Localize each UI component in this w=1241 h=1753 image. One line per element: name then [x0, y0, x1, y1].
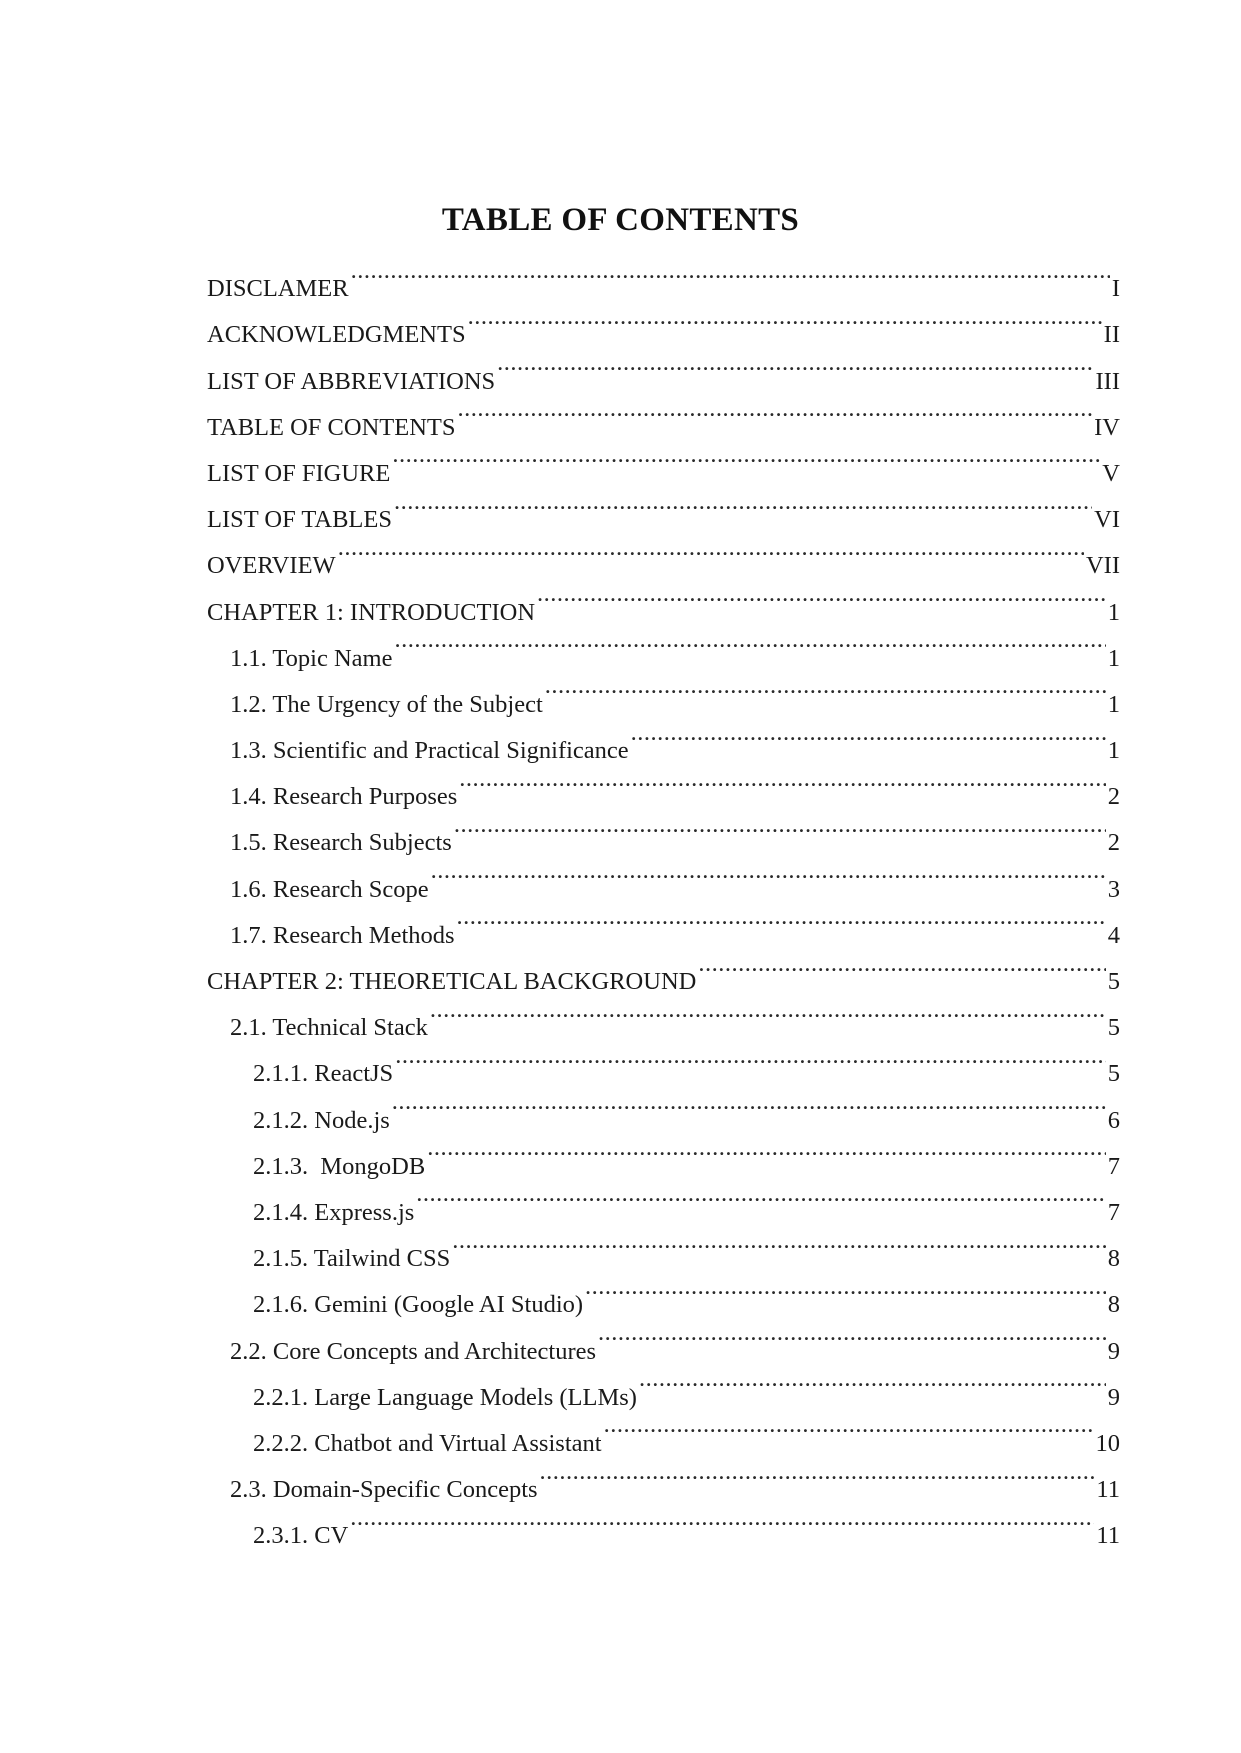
page-title: TABLE OF CONTENTS	[441, 202, 800, 238]
toc-leader-dots	[416, 1174, 1105, 1220]
toc-entry-label: 2.1.1. ReactJS	[253, 1060, 394, 1088]
toc-leader-dots	[585, 1266, 1106, 1312]
toc-entry-label: 2.1.2. Node.js	[253, 1106, 390, 1134]
toc-entry-label: 2.1.5. Tailwind CSS	[253, 1245, 451, 1273]
toc-page-number: II	[1103, 321, 1120, 349]
toc-entry-label: CHAPTER 2: THEORETICAL BACKGROUND	[207, 968, 697, 995]
toc-entry-label: 2.3.1. CV	[253, 1522, 349, 1550]
toc-leader-dots	[430, 989, 1106, 1035]
toc-page-number: 5	[1107, 1060, 1120, 1088]
toc-page-number: 1	[1107, 737, 1120, 765]
toc-entry-label: 2.2.1. Large Language Models (LLMs)	[253, 1383, 637, 1411]
toc-entry[interactable]	[207, 527, 1120, 580]
toc-leader-dots	[395, 620, 1106, 666]
toc-entry-label: TABLE OF CONTENTS	[207, 413, 456, 441]
toc-entry-label: 2.3. Domain-Specific Concepts	[230, 1476, 538, 1504]
toc-entry-label: 1.2. The Urgency of the Subject	[230, 690, 543, 718]
toc-leader-dots	[452, 1220, 1105, 1266]
toc-leader-dots	[497, 342, 1093, 388]
toc-leader-dots	[338, 527, 1084, 573]
toc-page-number: 8	[1107, 1245, 1120, 1273]
toc-page-number: VII	[1085, 552, 1120, 580]
toc-page-number: 3	[1107, 875, 1120, 903]
toc-entry-label: 2.1.6. Gemini (Google AI Studio)	[253, 1291, 584, 1319]
toc-page-number: 7	[1107, 1152, 1120, 1180]
toc-leader-dots	[427, 1128, 1106, 1174]
toc-page-number: 11	[1096, 1476, 1120, 1504]
toc-entry-label: LIST OF ABBREVIATIONS	[207, 367, 496, 395]
toc-leader-dots	[540, 1451, 1095, 1497]
toc-page-number: 10	[1095, 1429, 1120, 1457]
toc-page-number: 7	[1107, 1198, 1120, 1226]
toc-leader-dots	[454, 804, 1106, 850]
toc-leader-dots	[395, 1035, 1106, 1081]
toc-leader-dots	[457, 897, 1106, 943]
toc-page-number: V	[1102, 459, 1120, 487]
toc-entry-label: 1.4. Research Purposes	[230, 783, 458, 811]
toc-page-number: IV	[1094, 413, 1120, 441]
toc-entry-label: 1.5. Research Subjects	[230, 829, 452, 857]
toc-page-number: 2	[1107, 783, 1120, 811]
toc-page-number: 9	[1107, 1383, 1120, 1411]
toc-page-number: 5	[1107, 1014, 1120, 1042]
toc-leader-dots	[459, 758, 1105, 804]
toc-leader-dots	[598, 1312, 1106, 1358]
toc-page-number: 4	[1107, 921, 1120, 949]
toc-page-number: 2	[1107, 829, 1120, 857]
toc-entry-label: CHAPTER 1: INTRODUCTION	[207, 598, 536, 626]
toc-entry-label: LIST OF FIGURE	[207, 459, 391, 487]
toc-entry-label: 2.2.2. Chatbot and Virtual Assistant	[253, 1429, 602, 1457]
toc-page-number: 9	[1107, 1337, 1120, 1365]
toc-leader-dots	[392, 1081, 1106, 1127]
toc-page-number: 1	[1107, 690, 1120, 718]
toc-page-number: 1	[1107, 598, 1120, 626]
toc-leader-dots	[545, 666, 1106, 712]
toc-leader-dots	[604, 1405, 1094, 1451]
toc-entry-label: ACKNOWLEDGMENTS	[207, 321, 466, 349]
toc-entry-label: 1.7. Research Methods	[230, 921, 455, 949]
toc-list	[207, 250, 1120, 1550]
toc-leader-dots	[392, 435, 1100, 481]
toc-page-number: I	[1111, 275, 1120, 303]
toc-page-number: 8	[1107, 1291, 1120, 1319]
toc-leader-dots	[631, 712, 1106, 758]
toc-leader-dots	[431, 850, 1106, 896]
toc-leader-dots	[639, 1359, 1106, 1405]
toc-page-number: VI	[1094, 506, 1120, 534]
toc-entry-label: DISCLAMER	[207, 275, 349, 303]
toc-entry[interactable]	[207, 573, 1120, 626]
toc-entry-label: 2.1.3. MongoDB	[253, 1152, 426, 1180]
toc-page-number: 6	[1107, 1106, 1120, 1134]
toc-leader-dots	[350, 1497, 1094, 1543]
toc-leader-dots	[394, 481, 1092, 527]
toc-leader-dots	[457, 389, 1092, 435]
toc-entry[interactable]	[207, 250, 1120, 303]
toc-entry-label: LIST OF TABLES	[207, 506, 392, 534]
toc-entry-label: 2.1.4. Express.js	[253, 1198, 415, 1226]
toc-entry-label: 2.2. Core Concepts and Architectures	[230, 1337, 597, 1365]
toc-entry-label: 1.3. Scientific and Practical Significance	[230, 737, 629, 765]
toc-entry-label: 2.1. Technical Stack	[230, 1014, 428, 1042]
toc-page-number: III	[1095, 367, 1120, 395]
toc-leader-dots	[468, 296, 1102, 342]
toc-entry-label: 1.1. Topic Name	[230, 644, 393, 672]
toc-entry-label: 1.6. Research Scope	[230, 875, 429, 903]
toc-leader-dots	[351, 250, 1110, 296]
toc-page-number: 5	[1107, 968, 1120, 995]
toc-entry-label: OVERVIEW	[207, 552, 336, 580]
toc-page-number: 1	[1107, 644, 1120, 672]
toc-leader-dots	[698, 943, 1105, 989]
toc-page-number: 11	[1096, 1522, 1120, 1550]
toc-leader-dots	[537, 573, 1106, 619]
